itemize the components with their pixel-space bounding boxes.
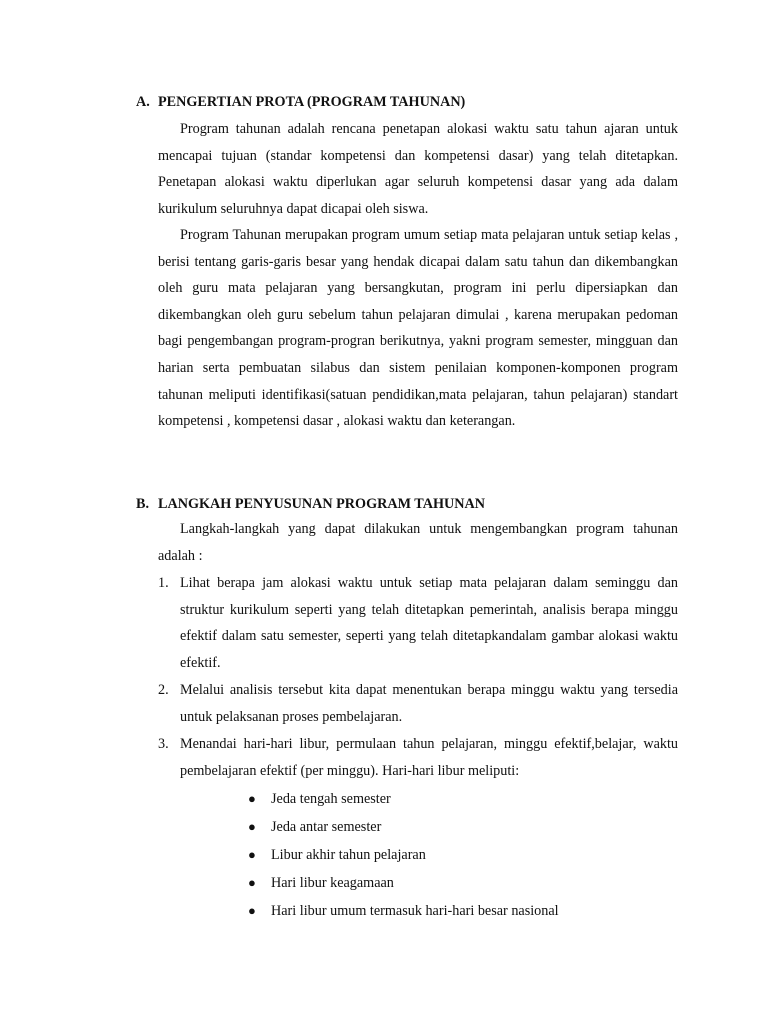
list-item — [248, 841, 559, 869]
holiday-label: Jeda antar semester — [271, 819, 382, 835]
section-b-letter: B. — [136, 496, 150, 512]
holiday-label: Hari libur umum termasuk hari-hari besar nasional — [271, 903, 559, 919]
step-number: 3. — [158, 736, 169, 752]
step-item-1 — [158, 570, 678, 676]
step-item-3 — [158, 731, 678, 784]
step-number: 1. — [158, 575, 169, 591]
list-item — [248, 785, 559, 813]
bullet-icon: ● — [248, 903, 256, 918]
section-a-letter: A. — [136, 94, 150, 110]
section-a-title: PENGERTIAN PROTA (PROGRAM TAHUNAN) — [158, 94, 466, 110]
step-number: 2. — [158, 682, 169, 698]
holiday-label: Jeda tengah semester — [271, 791, 391, 807]
holiday-label: Libur akhir tahun pelajaran — [271, 847, 426, 863]
section-a-paragraph-1: Program tahunan adalah rencana penetapan alokasi waktu satu tahun ajaran untuk mencapai tujuan (standar kompetensi dan kompetensi dasar) yang telah ditetapkan. Penetapan alokasi waktu diperlukan agar seluruh kompetensi dasar yang ada dalam kurikulum seluruhnya dapat dicapai oleh siswa. — [158, 121, 678, 217]
section-b-title: LANGKAH PENYUSUNAN PROGRAM TAHUNAN — [158, 496, 485, 512]
list-item — [248, 869, 559, 897]
holiday-list — [248, 785, 559, 925]
section-a-heading — [136, 92, 465, 112]
holiday-label: Hari libur keagamaan — [271, 875, 394, 891]
step-item-2 — [158, 677, 678, 730]
bullet-icon: ● — [248, 819, 256, 834]
section-b-intro: Langkah-langkah yang dapat dilakukan untuk mengembangkan program tahunan adalah : — [158, 521, 678, 564]
bullet-icon: ● — [248, 791, 256, 806]
step-text: Menandai hari-hari libur, permulaan tahun pelajaran, minggu efektif,belajar, waktu pembelajaran efektif (per minggu). Hari-hari libur meliputi: — [180, 736, 678, 779]
step-text: Lihat berapa jam alokasi waktu untuk setiap mata pelajaran dalam seminggu dan struktur kurikulum seperti yang telah ditetapkan pemerintah, analisis berapa minggu efektif dalam satu semester, seperti yang telah ditetapkandalam gambar alokasi waktu efektif. — [180, 575, 678, 671]
section-a-paragraph-2: Program Tahunan merupakan program umum setiap mata pelajaran untuk setiap kelas , berisi tentang garis-garis besar yang hendak dicapai dalam satu tahun dan dikembangkan oleh guru mata pelajaran yang bersangkutan, program ini perlu dipersiapkan dan dikembangkan oleh guru sebelum tahun pelajaran dimulai , karena merupakan pedoman bagi pengembangan program-progran berikutnya, yakni program semester, mingguan dan harian serta pembuatan silabus dan sistem penilaian komponen-komponen program tahunan meliputi identifikasi(satuan pendidikan,mata pelajaran, tahun pelajaran) standart kompetensi , kompetensi dasar , alokasi waktu dan keterangan. — [158, 227, 678, 430]
bullet-icon: ● — [248, 875, 256, 890]
bullet-icon: ● — [248, 847, 256, 862]
list-item — [248, 813, 559, 841]
step-text: Melalui analisis tersebut kita dapat menentukan berapa minggu waktu yang tersedia untuk pelaksanan proses pembelajaran. — [180, 682, 678, 725]
section-b-heading — [136, 494, 485, 514]
list-item — [248, 897, 559, 925]
